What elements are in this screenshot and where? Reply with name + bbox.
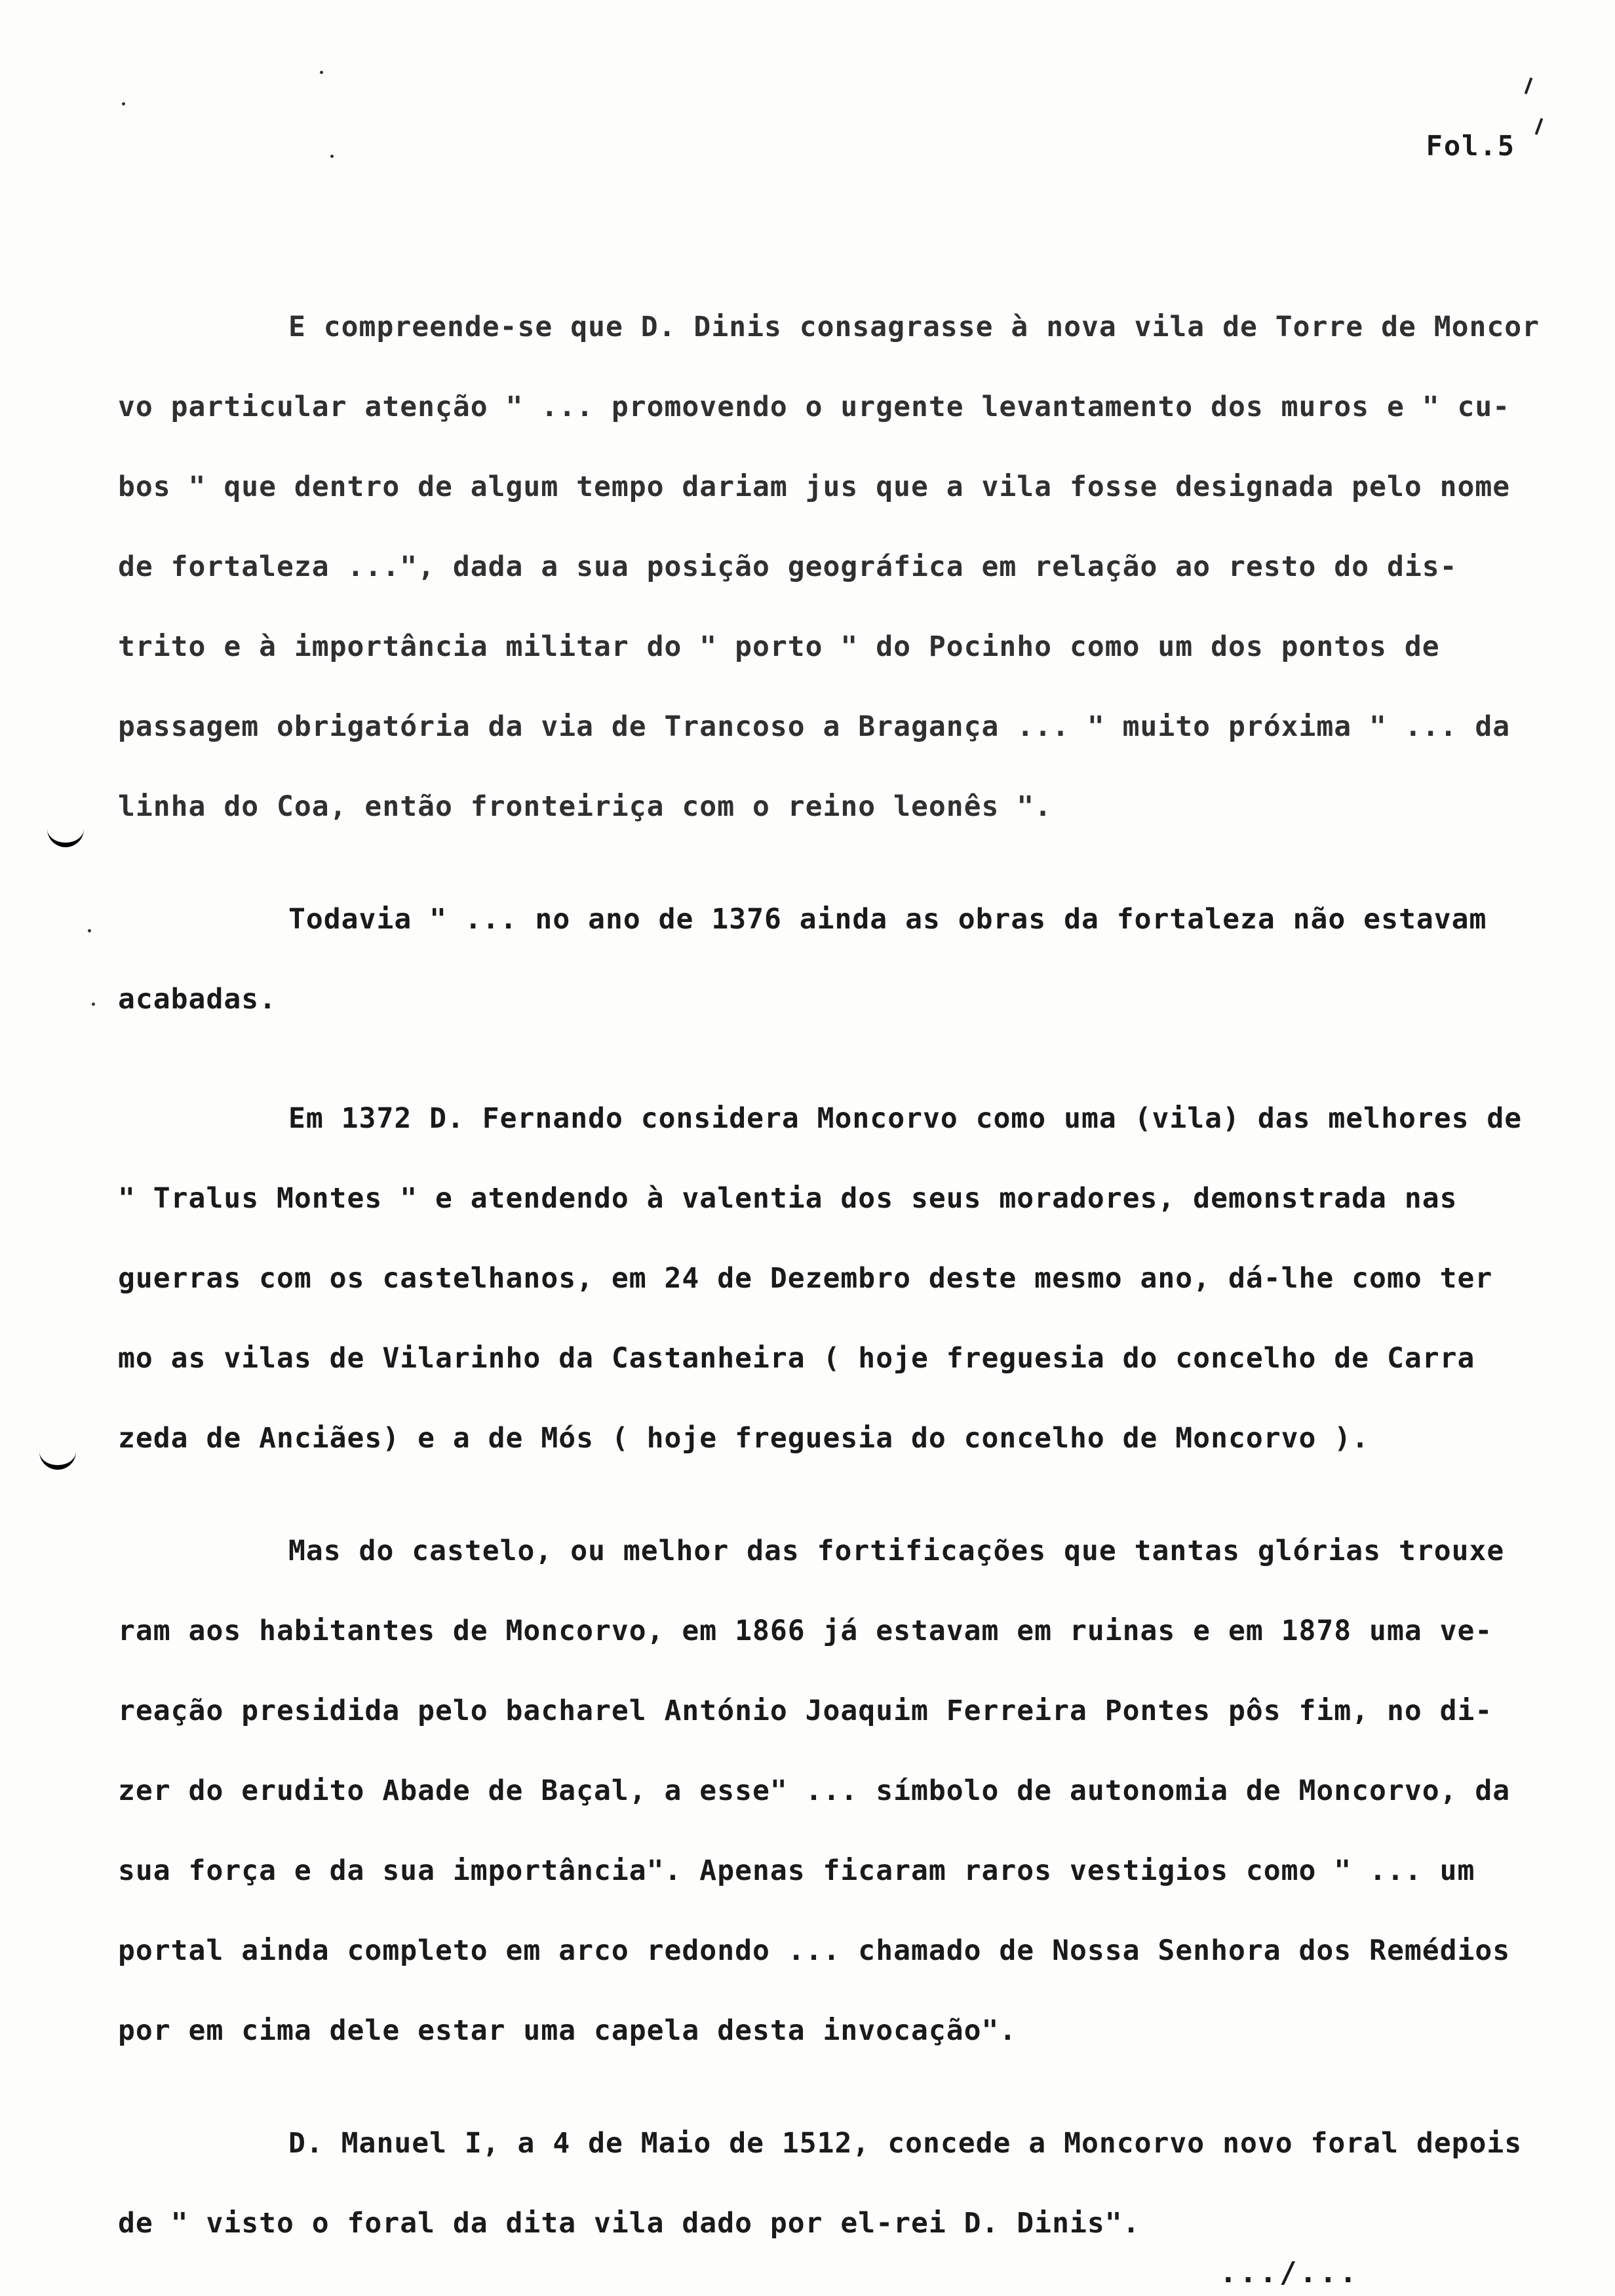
paragraph-4 — [118, 1531, 1547, 2051]
text-line: D. Manuel I, a 4 de Maio de 1512, concede a Moncorvo novo foral depois — [288, 2127, 1523, 2160]
text-line: acabadas. — [118, 983, 277, 1016]
text-line: de " visto o foral da dita vila dado por el-rei D. Dinis". — [118, 2207, 1140, 2240]
text-line: zeda de Anciães) e a de Mós ( hoje freguesia do concelho de Moncorvo ). — [118, 1422, 1370, 1455]
text-line: reação presidida pelo bacharel António Joaquim Ferreira Pontes pôs fim, no di- — [118, 1694, 1493, 1727]
paragraph-1 — [118, 307, 1547, 827]
text-line: sua força e da sua importância". Apenas ficaram raros vestigios como " ... um — [118, 1854, 1475, 1887]
speck — [92, 1003, 95, 1006]
text-line: " Tralus Montes " e atendendo à valentia dos seus moradores, demonstrada nas — [118, 1182, 1458, 1215]
text-line: E compreende-se que D. Dinis consagrasse à nova vila de Torre de Moncor — [288, 311, 1540, 343]
continuation-mark: .../... — [1219, 2256, 1359, 2289]
text-line: vo particular atenção " ... promovendo o urgente levantamento dos muros e " cu- — [118, 391, 1511, 423]
text-line: mo as vilas de Vilarinho da Castanheira ( hoje freguesia do concelho de Carra — [118, 1342, 1475, 1375]
text-line: trito e à importância militar do " porto " do Pocinho como um dos pontos de — [118, 630, 1440, 663]
text-line: bos " que dentro de algum tempo dariam jus que a vila fosse designada pelo nome — [118, 470, 1511, 503]
text-line: Mas do castelo, ou melhor das fortificações que tantas glórias trouxe — [288, 1535, 1505, 1567]
speck — [88, 929, 91, 932]
text-line: passagem obrigatória da via de Trancoso a Bragança ... " muito próxima " ... da — [118, 710, 1511, 743]
text-line: de fortaleza ...", dada a sua posição geográfica em relação ao resto do dis- — [118, 550, 1458, 583]
pen-mark — [1535, 118, 1544, 135]
text-line: ram aos habitantes de Moncorvo, em 1866 já estavam em ruinas e em 1878 uma ve- — [118, 1615, 1493, 1647]
speck — [330, 155, 334, 158]
text-line: Todavia " ... no ano de 1376 ainda as obras da fortaleza não estavam — [288, 903, 1487, 936]
speck — [122, 102, 125, 105]
text-line: zer do erudito Abade de Baçal, a esse" ... símbolo de autonomia de Moncorvo, da — [118, 1774, 1511, 1807]
punch-hole-mark — [39, 1445, 76, 1470]
folio-number: Fol.5 — [1426, 130, 1515, 162]
pen-mark — [1525, 77, 1533, 94]
text-line: por em cima dele estar uma capela desta invocação". — [118, 2014, 1017, 2047]
paragraph-2 — [118, 899, 1547, 1020]
speck — [320, 71, 323, 74]
punch-hole-mark — [47, 823, 84, 847]
paragraph-5 — [118, 2123, 1547, 2244]
text-line: Em 1372 D. Fernando considera Moncorvo como uma (vila) das melhores de — [288, 1102, 1523, 1135]
paragraph-3 — [118, 1098, 1547, 1459]
text-line: guerras com os castelhanos, em 24 de Dezembro deste mesmo ano, dá-lhe como ter — [118, 1262, 1493, 1295]
document-body — [118, 307, 1547, 2244]
text-line: linha do Coa, então fronteiriça com o reino leonês ". — [118, 790, 1053, 823]
text-line: portal ainda completo em arco redondo ... chamado de Nossa Senhora dos Remédios — [118, 1934, 1511, 1967]
